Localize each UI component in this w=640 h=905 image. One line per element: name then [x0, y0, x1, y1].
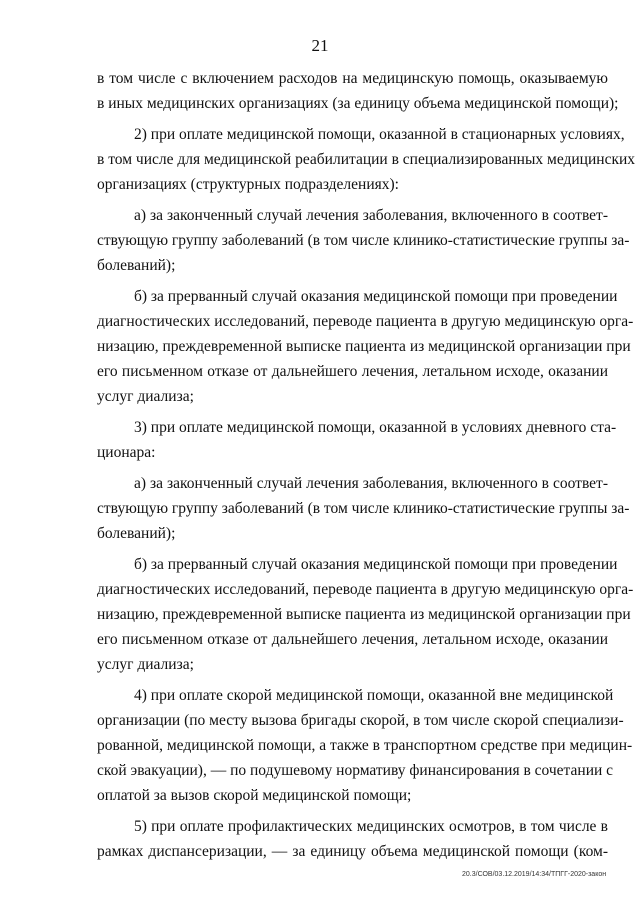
text-line: ствующую группу заболеваний (в том числе клинико-статистические группы за- [97, 232, 630, 249]
text-line: диагностических исследований, переводе пациента в другую медицинскую орга- [97, 581, 634, 598]
text-line: диагностических исследований, переводе пациента в другую медицинскую орга- [97, 313, 634, 330]
text-line: болеваний); [97, 257, 176, 274]
text-line: в том числе для медицинской реабилитации в специализированных медицинских [97, 151, 636, 168]
text-line: рованной, медицинской помощи, а также в транспортном средстве при медицин- [97, 737, 633, 754]
text-line: 3) при оплате медицинской помощи, оказанной в условиях дневного ста- [134, 419, 617, 436]
text-line: его письменном отказе от дальнейшего лечения, летальном исходе, оказании [97, 363, 608, 380]
text-line: в иных медицинских организациях (за единицу объема медицинской помощи); [97, 95, 619, 112]
text-line: болеваний); [97, 525, 176, 542]
document-body [97, 66, 636, 864]
paragraph-item-5 [97, 814, 608, 864]
text-line: услуг диализа; [97, 656, 194, 673]
paragraph-subitem-b [97, 552, 634, 677]
text-line: б) за прерванный случай оказания медицинской помощи при проведении [134, 288, 618, 305]
text-line: низацию, преждевременной выписке пациента из медицинской организации при [97, 338, 631, 355]
text-line: ционара: [97, 444, 156, 461]
paragraph-subitem-b [97, 284, 634, 409]
text-line: его письменном отказе от дальнейшего лечения, летальном исходе, оказании [97, 631, 608, 648]
text-line: 4) при оплате скорой медицинской помощи, оказанной вне медицинской [134, 687, 614, 704]
paragraph-item-2 [97, 122, 636, 197]
text-line: а) за законченный случай лечения заболевания, включенного в соответ- [134, 475, 608, 492]
document-footer-code: 20.3/СОВ/03.12.2019/14:34/ТПГГ-2020-закон [462, 871, 607, 878]
text-line: 2) при оплате медицинской помощи, оказанной в стационарных условиях, [134, 126, 625, 143]
page-number: 21 [311, 36, 329, 55]
text-line: в том числе с включением расходов на медицинскую помощь, оказываемую [97, 70, 608, 87]
text-line: а) за законченный случай лечения заболевания, включенного в соответ- [134, 207, 608, 224]
text-line: ствующую группу заболеваний (в том числе клинико-статистические группы за- [97, 500, 630, 517]
text-line: организации (по месту вызова бригады скорой, в том числе скорой специализи- [97, 712, 624, 729]
paragraph-item-4 [97, 683, 633, 808]
paragraph-item-3 [97, 415, 617, 465]
text-line: ской эвакуации), — по подушевому нормативу финансирования в сочетании с [97, 762, 614, 779]
paragraph-continuation [97, 66, 619, 116]
text-line: рамках диспансеризации, — за единицу объема медицинской помощи (ком- [97, 843, 608, 860]
text-line: низацию, преждевременной выписке пациента из медицинской организации при [97, 606, 631, 623]
paragraph-subitem-a [97, 471, 630, 546]
text-line: б) за прерванный случай оказания медицинской помощи при проведении [134, 556, 618, 573]
text-line: услуг диализа; [97, 388, 194, 405]
paragraph-subitem-a [97, 203, 630, 278]
text-line: 5) при оплате профилактических медицинских осмотров, в том числе в [134, 818, 608, 835]
text-line: оплатой за вызов скорой медицинской помощи; [97, 787, 412, 804]
text-line: организациях (структурных подразделениях): [97, 176, 399, 193]
